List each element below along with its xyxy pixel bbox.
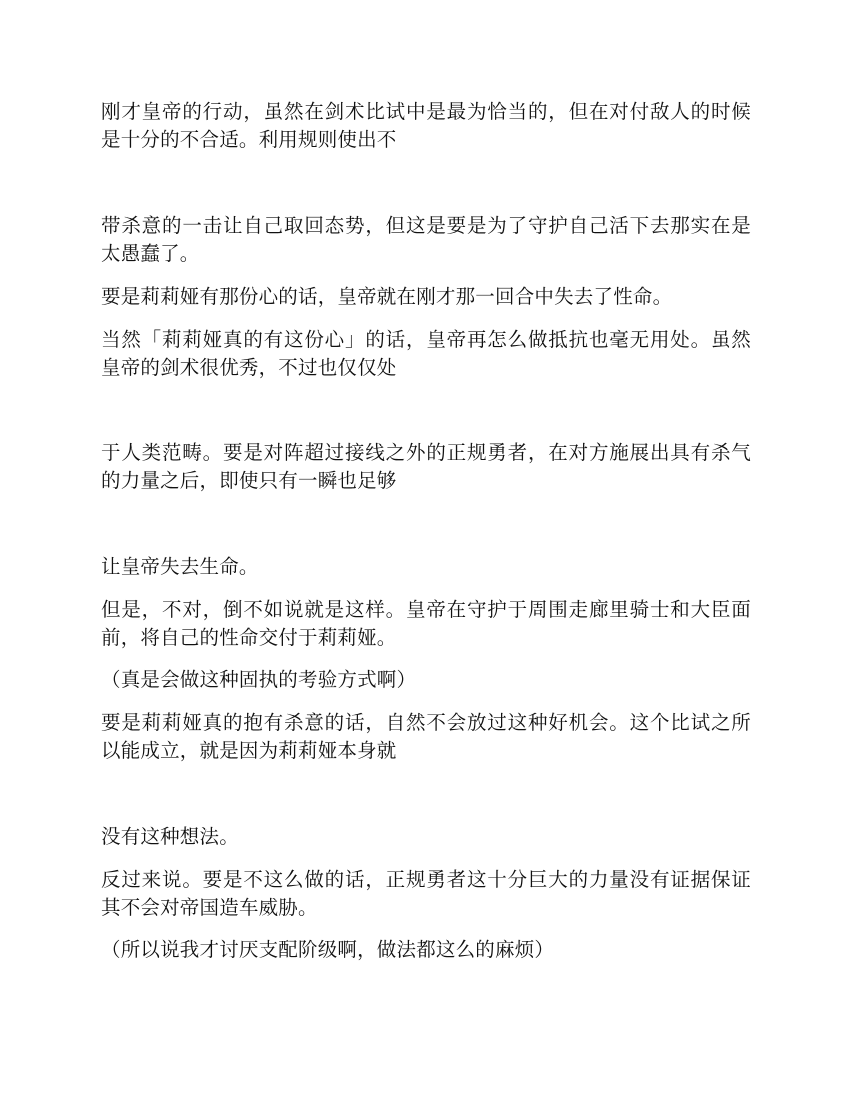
paragraph-10: 没有这种想法。	[101, 825, 239, 848]
paragraph-6: 让皇帝失去生命。	[101, 555, 259, 578]
paragraph-5: 于人类范畴。要是对阵超过接线之外的正规勇者，在对方施展出具有杀气的力量之后，即使只有一瞬也足够	[101, 441, 751, 492]
paragraph-3: 要是莉莉娅有那份心的话，皇帝就在刚才那一回合中失去了性命。	[101, 285, 673, 308]
paragraph-2: 带杀意的一击让自己取回态势，但这是要是为了守护自己活下去那实在是太愚蠢了。	[101, 214, 751, 265]
paragraph-11: 反过来说。要是不这么做的话，正规勇者这十分巨大的力量没有证据保证其不会对帝国造车威胁。	[101, 868, 751, 919]
paragraph-9: 要是莉莉娅真的抱有杀意的话，自然不会放过这种好机会。这个比试之所以能成立，就是因为莉莉娅本身就	[101, 711, 751, 762]
paragraph-12: （所以说我才讨厌支配阶级啊，做法都这么的麻烦）	[101, 938, 555, 961]
paragraph-4: 当然「莉莉娅真的有这份心」的话，皇帝再怎么做抵抗也毫无用处。虽然皇帝的剑术很优秀，不过也仅仅处	[101, 328, 751, 379]
paragraph-1: 刚才皇帝的行动，虽然在剑术比试中是最为恰当的，但在对付敌人的时候是十分的不合适。利用规则使出不	[101, 100, 751, 151]
paragraph-7: 但是，不对，倒不如说就是这样。皇帝在守护于周围走廊里骑士和大臣面前，将自己的性命交付于莉莉娅。	[101, 598, 751, 649]
paragraph-8: （真是会做这种固执的考验方式啊）	[101, 668, 417, 691]
